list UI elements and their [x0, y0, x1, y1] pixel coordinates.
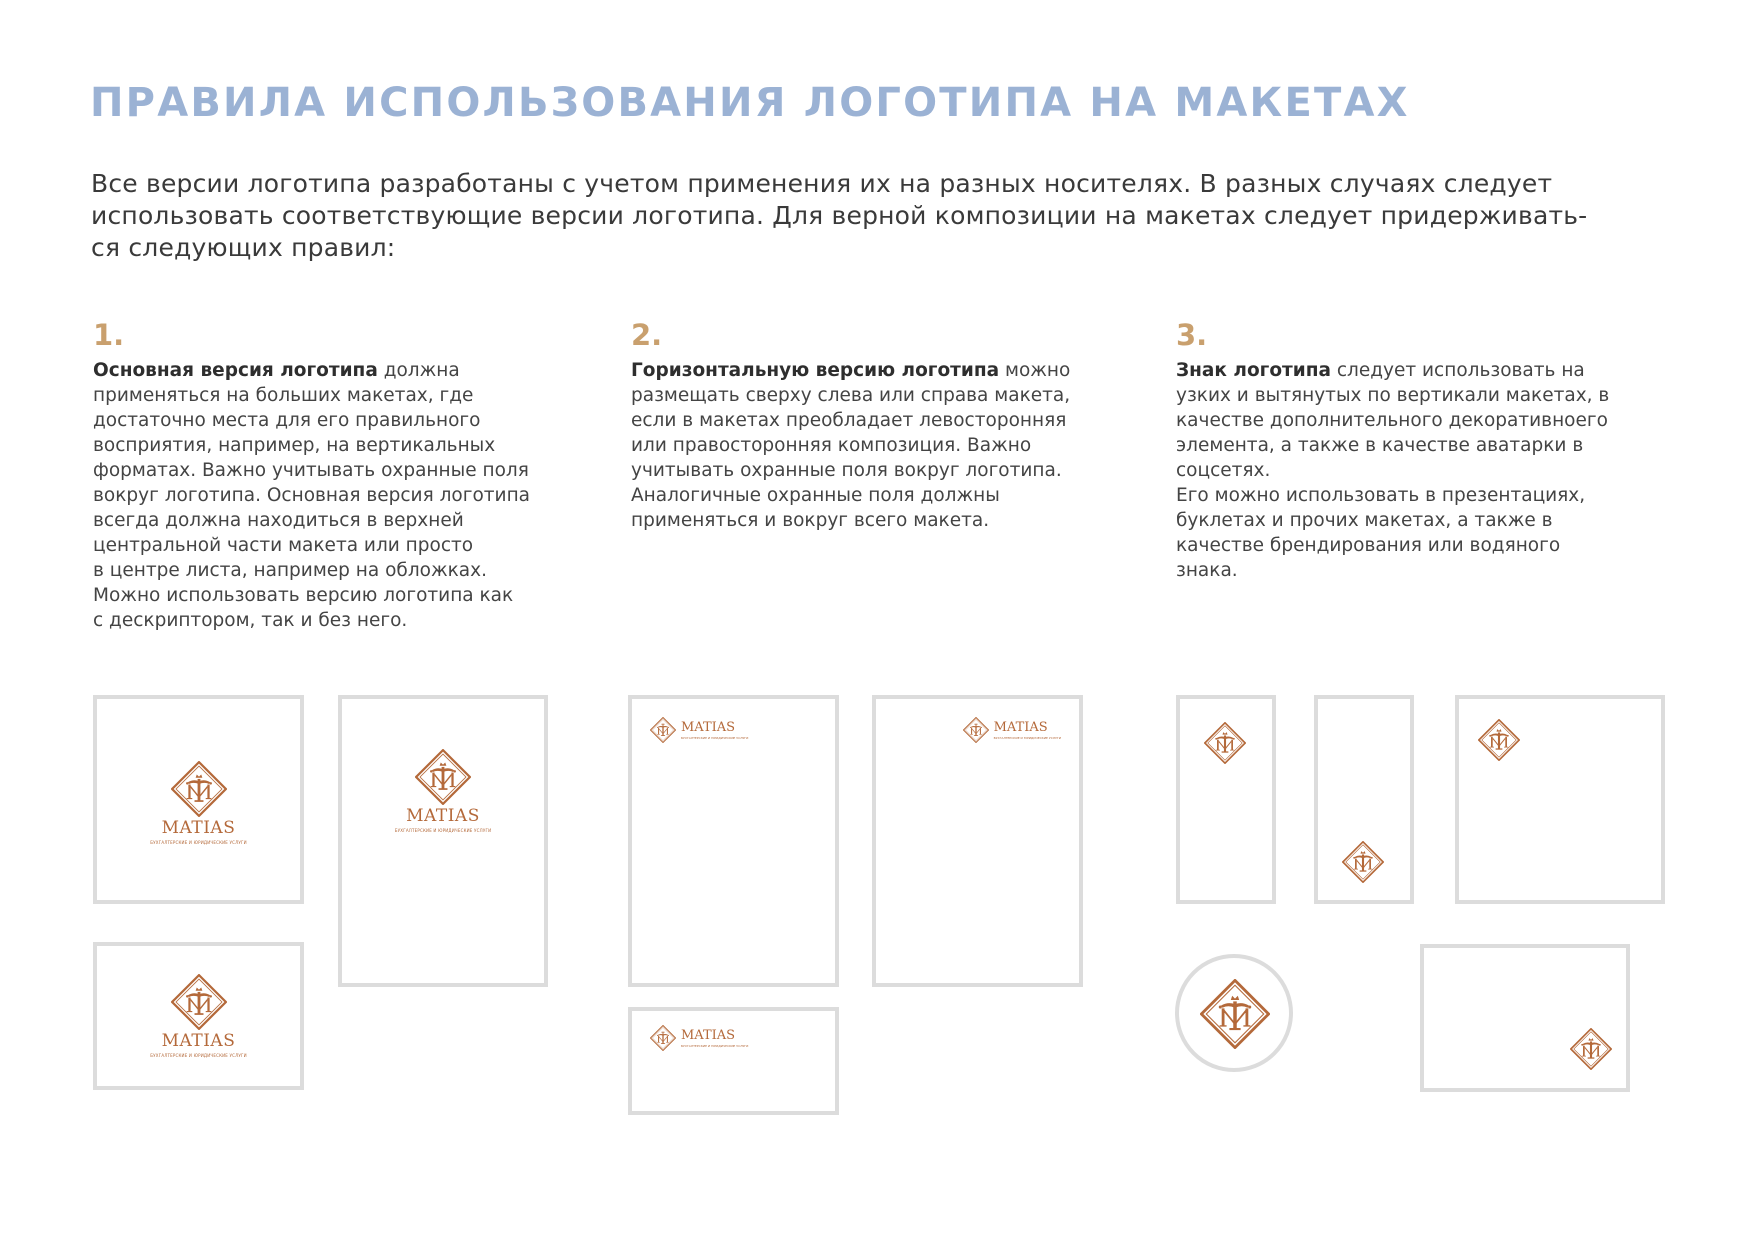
rule-2	[631, 318, 1070, 533]
mockup-envelope	[628, 1007, 839, 1115]
mockup-narrow-top-mark	[1176, 695, 1276, 904]
diamond-monogram-icon	[415, 749, 471, 805]
avatar-mockup	[1175, 954, 1293, 1072]
rule-number: 3.	[1176, 318, 1208, 352]
logo-descriptor: БУХГАЛТЕРСКИЕ И ЮРИДИЧЕСКИЕ УСЛУГИ	[394, 828, 492, 833]
logo-descriptor: БУХГАЛТЕРСКИЕ И ЮРИДИЧЕСКИЕ УСЛУГИ	[150, 840, 247, 845]
page-title: ПРАВИЛА ИСПОЛЬЗОВАНИЯ ЛОГОТИПА НА МАКЕТАХ	[90, 80, 1410, 126]
mockup-portrait-left-logo	[628, 695, 839, 987]
rule-number: 1.	[93, 318, 125, 352]
mockup-square-mark	[1455, 695, 1665, 904]
rule-3	[1176, 318, 1609, 583]
logo-vertical	[342, 749, 544, 833]
mockup-landscape-watermark	[1420, 944, 1630, 1092]
diamond-monogram-icon	[171, 761, 227, 817]
logo-descriptor: БУХГАЛТЕРСКИЕ И ЮРИДИЧЕСКИЕ УСЛУГИ	[150, 1053, 247, 1058]
logo-vertical	[97, 761, 300, 845]
intro-line: использовать соответствующие версии логотипа. Для верной композиции на макетах следует придерживать-	[91, 201, 1588, 230]
logo-wordmark: MATIAS	[161, 818, 236, 838]
logo-horizontal	[650, 717, 748, 743]
rule-1	[93, 318, 530, 633]
diamond-monogram-icon	[650, 1025, 676, 1051]
logo-descriptor: БУХГАЛТЕРСКИЕ И ЮРИДИЧЕСКИЕ УСЛУГИ	[993, 735, 1061, 740]
rule-text: Знак логотипа следует использовать на узких и вытянутых по вертикали макетах, в качестве дополнительного декоративноего элемента, а также в качестве аватарки в соцсетях. Его можно использовать в презентациях, буклетах и прочих макетах, а также в качестве брендирования или водяного знака.	[1176, 360, 1610, 581]
logo-wordmark: MATIAS	[161, 1031, 236, 1051]
logo-vertical	[97, 974, 300, 1058]
rule-bold-lead: Знак логотипа	[1176, 360, 1331, 381]
rule-text: Горизонтальную версию логотипа можно размещать сверху слева или справа макета, если в макетах преобладает левосторонняя или правосторонняя композиция. Важно учитывать охранные поля вокруг логотипа. Аналогичные охранные поля должны применяться и вокруг всего макета.	[631, 360, 1071, 531]
diamond-monogram-icon	[171, 974, 227, 1030]
intro-line: ся следующих правил:	[91, 233, 396, 262]
diamond-monogram-icon	[1570, 1028, 1612, 1070]
logo-horizontal	[963, 717, 1061, 743]
diamond-monogram-icon	[650, 717, 676, 743]
rule-text: Основная версия логотипа должна применяться на больших макетах, где достаточно места для его правильного восприятия, например, на вертикальных форматах. Важно учитывать охранные поля вокруг логотипа. Основная версия логотипа всегда должна находиться в верхней центральной части макета или просто в центре листа, например на обложках. Можно использовать версию логотипа как с дескриптором, так и без него.	[93, 360, 530, 631]
diamond-monogram-icon	[1200, 979, 1270, 1049]
logo-wordmark: MATIAS	[406, 806, 480, 826]
diamond-monogram-icon	[963, 717, 989, 743]
logo-descriptor: БУХГАЛТЕРСКИЕ И ЮРИДИЧЕСКИЕ УСЛУГИ	[681, 735, 749, 740]
intro-line: Все версии логотипа разработаны с учетом применения их на разных носителях. В разных случаях следует	[91, 169, 1553, 198]
logo-horizontal	[650, 1025, 748, 1051]
mockup-square	[93, 695, 304, 904]
intro-paragraph	[91, 168, 1691, 264]
diamond-monogram-icon	[1204, 722, 1246, 764]
mockup-portrait	[338, 695, 548, 987]
rule-number: 2.	[631, 318, 663, 352]
rule-bold-lead: Основная версия логотипа	[93, 360, 378, 381]
mockup-narrow-bottom-mark	[1314, 695, 1414, 904]
logo-descriptor: БУХГАЛТЕРСКИЕ И ЮРИДИЧЕСКИЕ УСЛУГИ	[681, 1043, 749, 1048]
mockup-portrait-right-logo	[872, 695, 1083, 987]
diamond-monogram-icon	[1478, 719, 1520, 761]
diamond-monogram-icon	[1342, 841, 1384, 883]
logo-wordmark: MATIAS	[993, 719, 1048, 735]
logo-wordmark: MATIAS	[681, 719, 736, 735]
logo-wordmark: MATIAS	[681, 1027, 736, 1043]
rule-bold-lead: Горизонтальную версию логотипа	[631, 360, 1000, 381]
mockup-landscape	[93, 942, 304, 1090]
